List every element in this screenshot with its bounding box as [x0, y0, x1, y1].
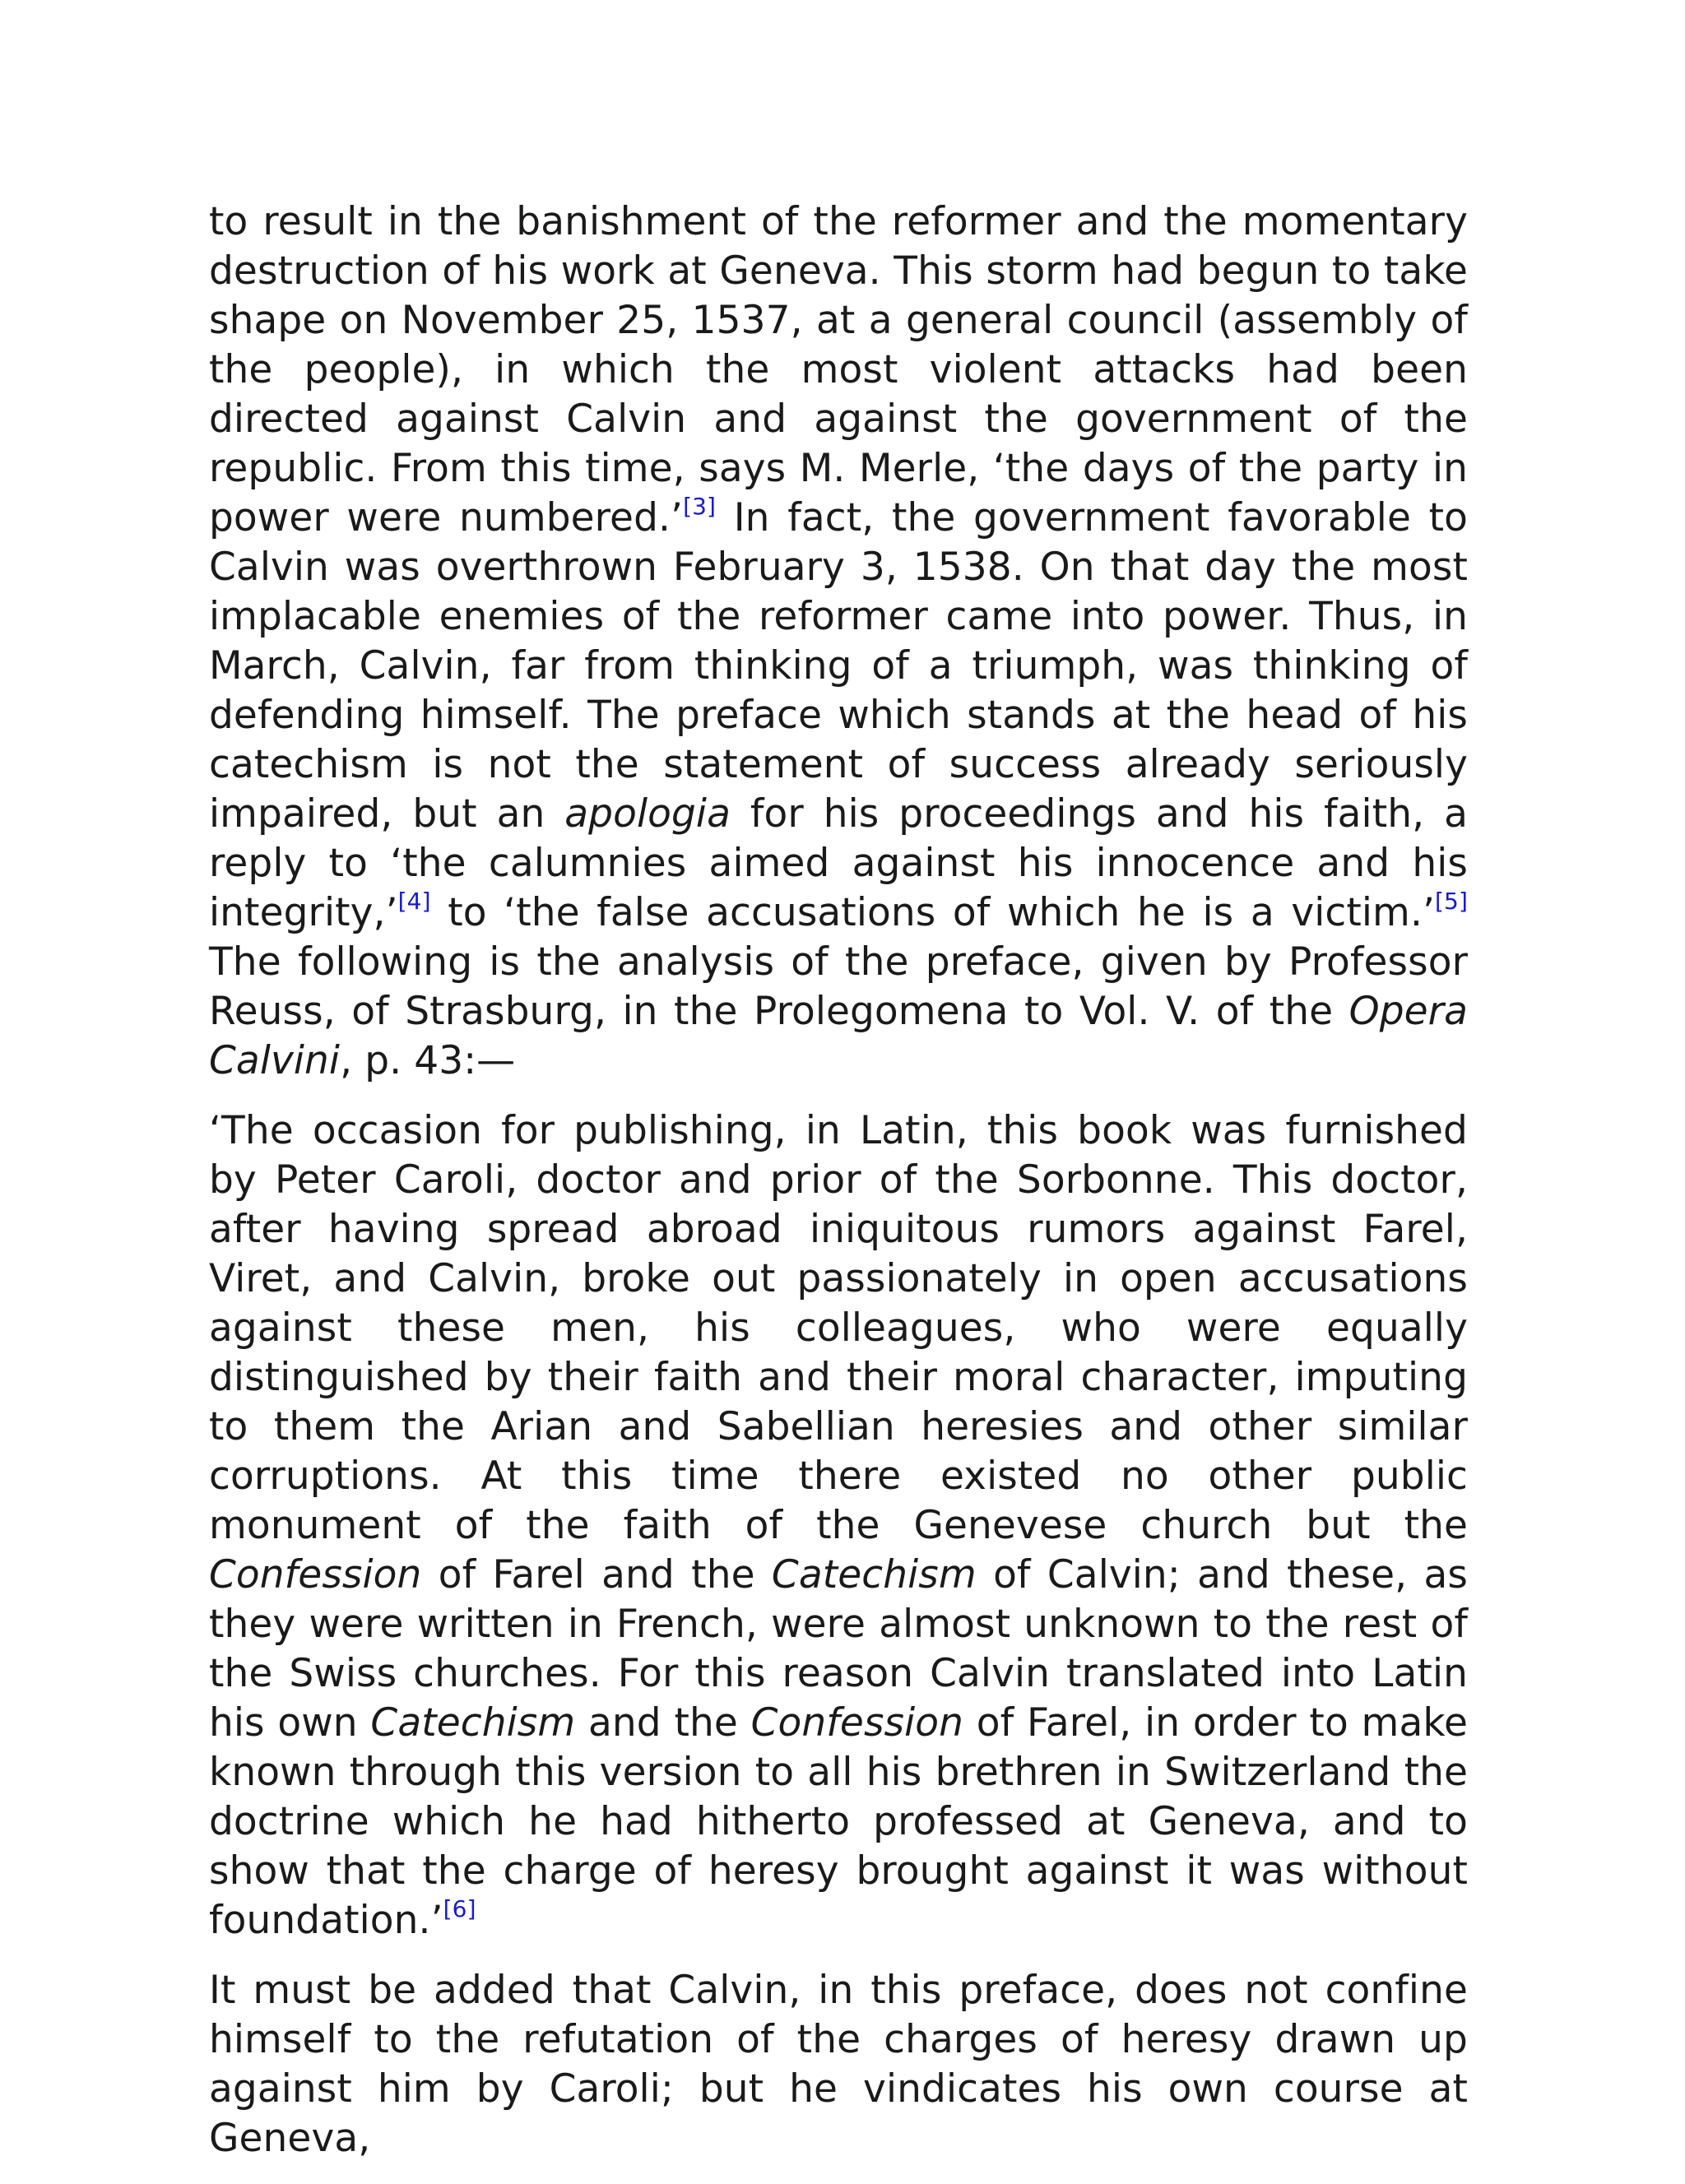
- footnote-ref-3[interactable]: [683, 493, 716, 520]
- footnote-ref-6[interactable]: [443, 1895, 476, 1922]
- text-run: It must be added that Calvin, in this preface, does not confine himself to the refutation of the charges of heresy drawn up against him by Caroli; but he vindicates his own course at Geneva,: [209, 1968, 1468, 2161]
- italic-title: Catechism: [771, 1552, 977, 1597]
- text-run: and the: [575, 1700, 751, 1746]
- text-run: ‘The occasion for publishing, in Latin, this book was furnished by Peter Caroli, doctor and prior of the Sorbonne. This doctor, after having spread abroad iniquitous rumors against Farel, Viret, and Calvin, broke out passionately in open accusations against these men, his colleagues, who were equally distinguished by their faith and their moral character, imputing to them the Arian and Sabellian heresies and other similar corruptions. At this time there existed no other public monument of the faith of the Genevese church but the: [209, 1108, 1468, 1548]
- footnote-link[interactable]: [4]: [397, 888, 431, 915]
- text-run: of Farel, in order to make known through this version to all his brethren in Switzerland the doctrine which he had hitherto professed at Geneva, and to show that the charge of heresy brought against it was without foundation.’: [209, 1700, 1468, 1943]
- text-run: In fact, the government favorable to Calvin was overthrown February 3, 1538. On that day the most implacable enemies of the reformer came into power. Thus, in March, Calvin, far from thinking of a triumph, was thinking of defending himself. The preface which stands at the head of his catechism is not the statement of success already seriously impaired, but an: [209, 495, 1469, 837]
- paragraph-3: [209, 1966, 1468, 2163]
- italic-title: Opera Calvini: [209, 989, 1468, 1083]
- italic-term: apologia: [564, 791, 731, 837]
- text-run: to ‘the false accusations of which he is a victim.’: [430, 890, 1436, 935]
- footnote-ref-4[interactable]: [398, 888, 431, 915]
- italic-title: Confession: [209, 1552, 422, 1597]
- footnote-link[interactable]: [3]: [683, 493, 717, 520]
- footnote-link[interactable]: [6]: [443, 1895, 476, 1922]
- italic-title: Confession: [750, 1700, 964, 1746]
- paragraph-1: [209, 197, 1468, 1086]
- page-body: [209, 197, 1468, 2184]
- text-run: to result in the banishment of the reformer and the momentary destruction of his work at Geneva. This storm had begun to take shape on November 25, 1537, at a general council (assembly of the people), in which the most violent attacks had been directed against Calvin and against the government of the republic. From this time, says M. Merle, ‘the days of the party in power were numbered.’: [209, 199, 1468, 540]
- text-run: , p. 43:—: [340, 1038, 516, 1083]
- text-run: of Farel and the: [421, 1552, 772, 1597]
- paragraph-2: [209, 1106, 1468, 1945]
- text-run: of Calvin; and these, as they were written in French, were almost unknown to the rest of the Swiss churches. For this reason Calvin translated into Latin his own: [209, 1552, 1468, 1746]
- footnote-ref-5[interactable]: [1435, 888, 1468, 915]
- text-run: for his proceedings and his faith, a reply to ‘the calumnies aimed against his innocence and his integrity,’: [209, 791, 1468, 935]
- italic-title: Catechism: [370, 1700, 576, 1746]
- text-run: The following is the analysis of the preface, given by Professor Reuss, of Strasburg, in the Prolegomena to Vol. V. of the: [209, 939, 1468, 1034]
- footnote-link[interactable]: [5]: [1435, 888, 1468, 915]
